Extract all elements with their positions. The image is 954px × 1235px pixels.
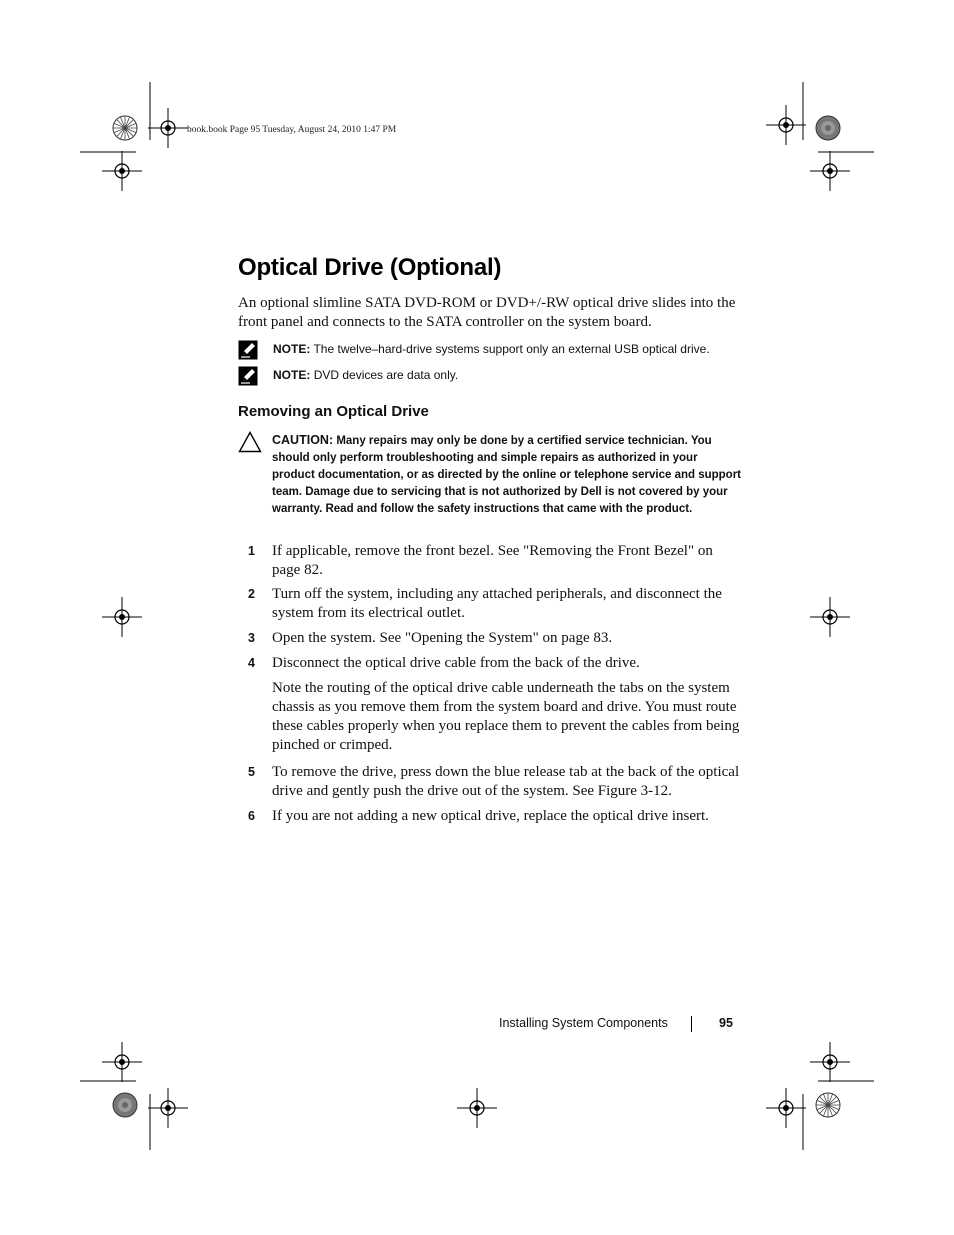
step-number: 5 (248, 765, 255, 779)
step-3 (238, 629, 743, 648)
registration-gray-icon (816, 116, 840, 140)
registration-mark-icon (148, 1088, 188, 1128)
caution-triangle-icon (238, 431, 262, 453)
step-text: Disconnect the optical drive cable from the back of the drive. (272, 655, 640, 671)
registration-mark-icon (102, 597, 142, 637)
footer-divider (691, 1016, 692, 1032)
registration-mark-icon (810, 151, 850, 191)
step-1 (238, 542, 743, 580)
step-text: If applicable, remove the front bezel. See "Removing the Front Bezel" on page 82. (272, 543, 713, 578)
registration-star-icon (113, 116, 137, 140)
step-number: 3 (248, 631, 255, 645)
registration-mark-icon (102, 1042, 142, 1082)
registration-mark-icon (766, 105, 806, 145)
intro-paragraph: An optional slimline SATA DVD-ROM or DVD+/-RW optical drive slides into the front panel and connects to the SATA controller on the system board. (238, 295, 736, 330)
step-text: If you are not adding a new optical drive, replace the optical drive insert. (272, 808, 709, 824)
step-number: 6 (248, 809, 255, 823)
registration-mark-icon (810, 597, 850, 637)
note-label: NOTE: (273, 368, 311, 382)
step-text: To remove the drive, press down the blue release tab at the back of the optical drive and gently push the drive out of the system. See Figure 3-12. (272, 764, 740, 799)
step-5 (238, 763, 743, 801)
caution-block (238, 432, 743, 518)
note-label: NOTE: (273, 342, 311, 356)
registration-mark-icon (148, 108, 188, 148)
registration-star-icon (816, 1093, 840, 1117)
step-number: 1 (248, 544, 255, 558)
step-text: Open the system. See "Opening the System" on page 83. (272, 630, 613, 646)
page-title: Optical Drive (Optional) (238, 254, 502, 281)
print-slug: book.book Page 95 Tuesday, August 24, 2010 1:47 PM (187, 125, 397, 135)
note-text: DVD devices are data only. (313, 368, 459, 382)
caution-text: Many repairs may only be done by a certified service technician. You should only perform troubleshooting and simple repairs as authorized in your product documentation, or as directed by the online or telephone service and support team. Damage due to servicing that is not authorized by Dell is not covered by your warranty. Read and follow the safety instructions that came with the product. (272, 435, 742, 515)
footer-section-title: Installing System Components (499, 1016, 668, 1030)
registration-mark-icon (810, 1042, 850, 1082)
page-number: 95 (719, 1016, 733, 1030)
step-2 (238, 585, 743, 623)
section-heading: Removing an Optical Drive (238, 403, 429, 420)
step-number: 4 (248, 656, 255, 670)
note-text: The twelve–hard-drive systems support only an external USB optical drive. (313, 342, 710, 356)
step-4-note: Note the routing of the optical drive cable underneath the tabs on the system chassis as you remove them from the system board and drive. You must route these cables properly when you replace them to prevent the cables from being pinched or crimped. (272, 680, 740, 753)
registration-mark-icon (766, 1088, 806, 1128)
registration-mark-icon (102, 151, 142, 191)
registration-gray-icon (113, 1093, 137, 1117)
step-6 (238, 807, 743, 826)
caution-label: CAUTION: (272, 433, 334, 447)
registration-mark-icon (457, 1088, 497, 1128)
step-text: Turn off the system, including any attached peripherals, and disconnect the system from its electrical outlet. (272, 586, 722, 621)
note-pencil-icon (238, 366, 258, 386)
step-number: 2 (248, 587, 255, 601)
note-pencil-icon (238, 340, 258, 360)
step-4 (238, 654, 743, 673)
